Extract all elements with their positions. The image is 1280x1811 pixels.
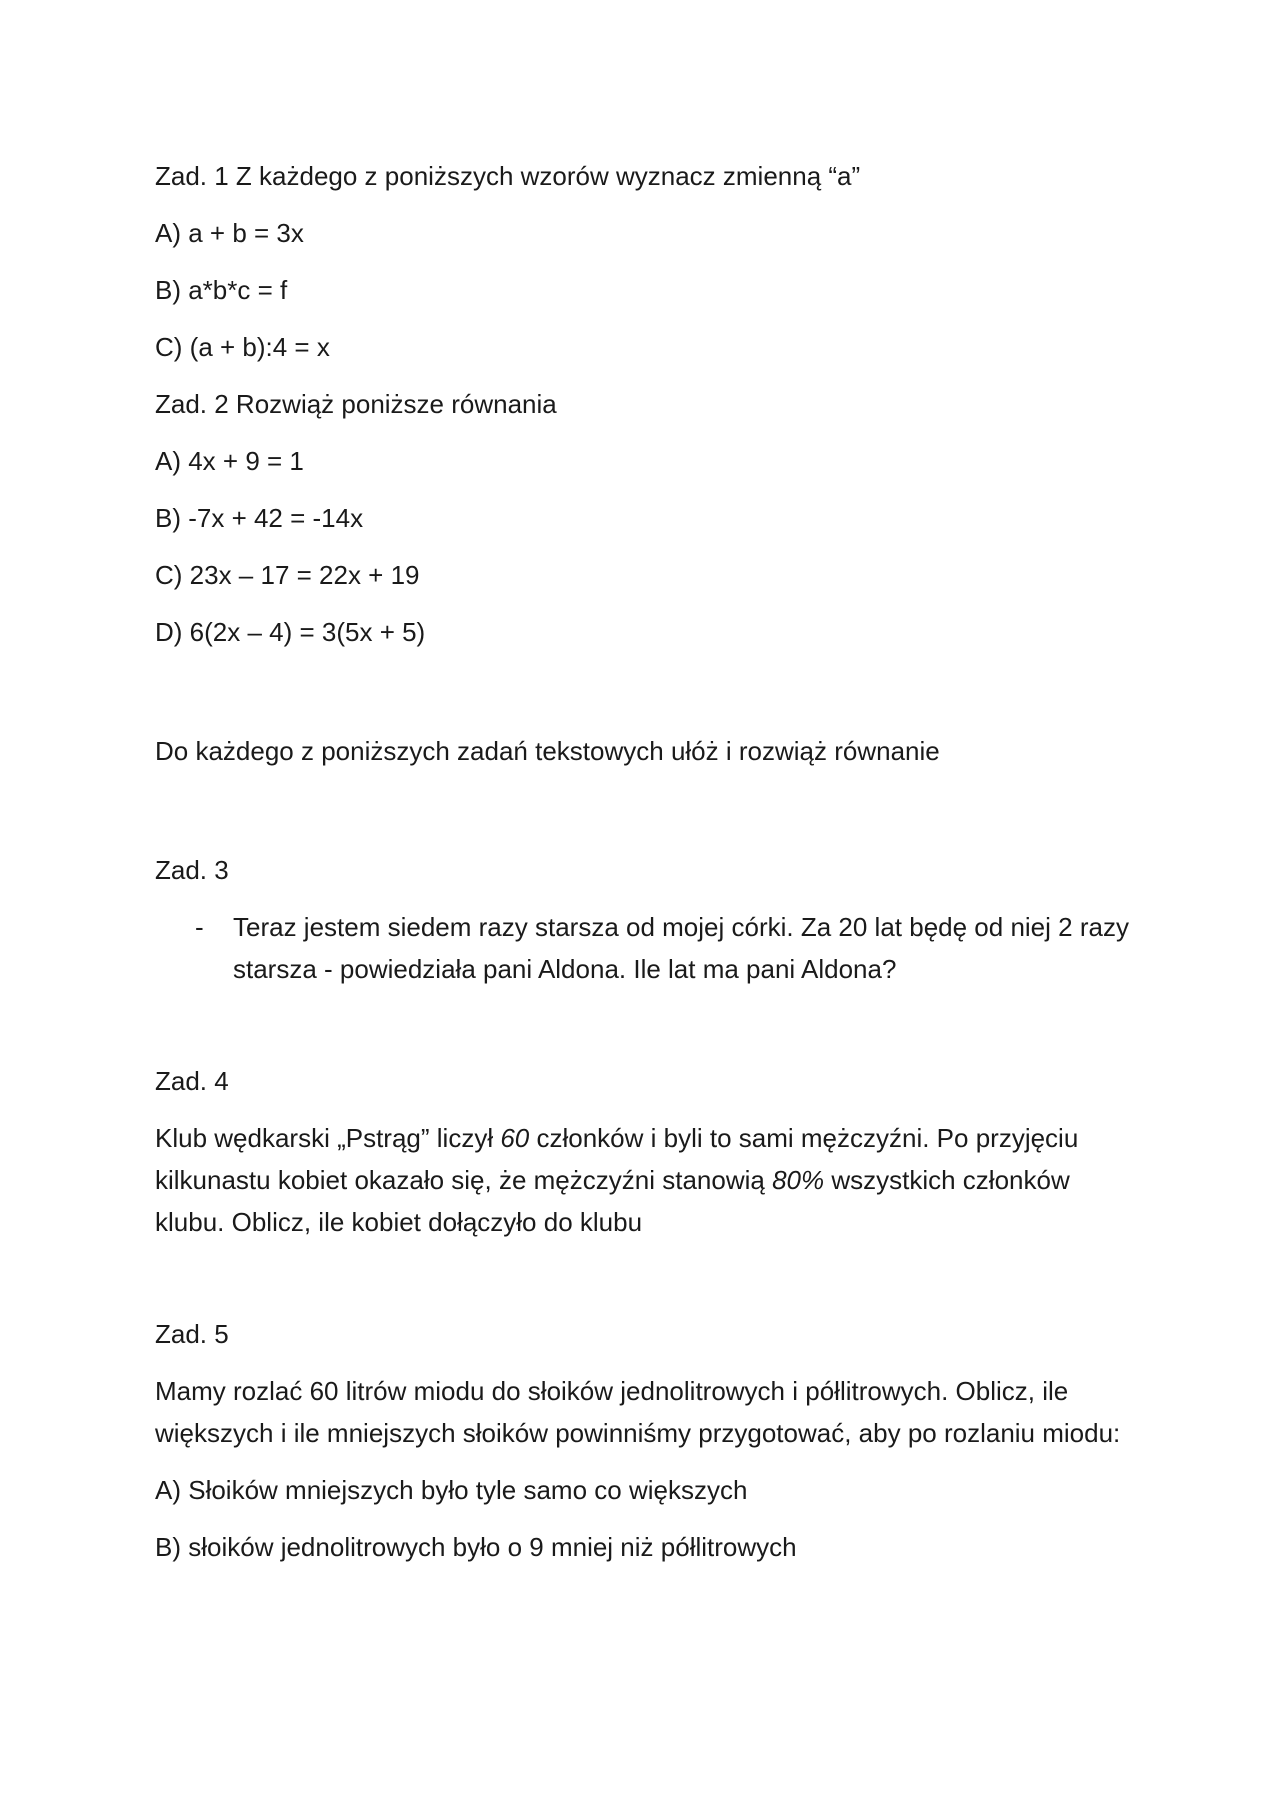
document-page — [155, 155, 1135, 1583]
zad4-text-part-3: wszystkich członków klubu. Oblicz, ile kobiet dołączyło do klubu — [155, 1165, 1070, 1237]
zad4-title: Zad. 4 — [155, 1066, 229, 1096]
zad1-item-c: C) (a + b):4 = x — [155, 332, 330, 362]
zad5-item-a: A) Słoików mniejszych było tyle samo co większych — [155, 1475, 748, 1505]
zad2-item-a: A) 4x + 9 = 1 — [155, 446, 304, 476]
zad2-title: Zad. 2 Rozwiąż poniższe równania — [155, 389, 557, 419]
spacer — [155, 1005, 1135, 1060]
zad4-members-count: 60 — [500, 1123, 530, 1153]
zad3-problem — [155, 906, 1135, 990]
zad5-item-b: B) słoików jednolitrowych było o 9 mniej niż półlitrowych — [155, 1532, 797, 1562]
spacer — [155, 787, 1135, 849]
word-problems-intro: Do każdego z poniższych zadań tekstowych ułóż i rozwiąż równanie — [155, 736, 940, 766]
spacer — [155, 1258, 1135, 1313]
zad1-item-a: A) a + b = 3x — [155, 218, 304, 248]
zad2-item-c: C) 23x – 17 = 22x + 19 — [155, 560, 420, 590]
dash-bullet: - — [195, 912, 204, 942]
zad4-percent: 80% — [772, 1165, 825, 1195]
zad3-text: Teraz jestem siedem razy starsza od mojej córki. Za 20 lat będę od niej 2 razy starsza - powiedziała pani Aldona. Ile lat ma pani Aldona? — [233, 912, 1129, 984]
zad2-item-d: D) 6(2x – 4) = 3(5x + 5) — [155, 617, 426, 647]
zad2-item-b: B) -7x + 42 = -14x — [155, 503, 364, 533]
zad1-title: Zad. 1 Z każdego z poniższych wzorów wyznacz zmienną “a” — [155, 161, 861, 191]
zad1-item-b: B) a*b*c = f — [155, 275, 288, 305]
zad4-problem — [155, 1117, 1135, 1243]
zad5-text: Mamy rozlać 60 litrów miodu do słoików jednolitrowych i półlitrowych. Oblicz, ile większych i ile mniejszych słoików powinniśmy przygotować, aby po rozlaniu miodu: — [155, 1376, 1121, 1448]
zad4-text-part-2: członków i byli to sami mężczyźni. Po przyjęciu kilkunastu kobiet okazało się, że mężczyźni stanowią — [155, 1123, 1079, 1195]
zad5-title: Zad. 5 — [155, 1319, 229, 1349]
spacer — [155, 668, 1135, 730]
zad3-title: Zad. 3 — [155, 855, 229, 885]
zad4-text-part-1: Klub wędkarski „Pstrąg” liczył — [155, 1123, 501, 1153]
